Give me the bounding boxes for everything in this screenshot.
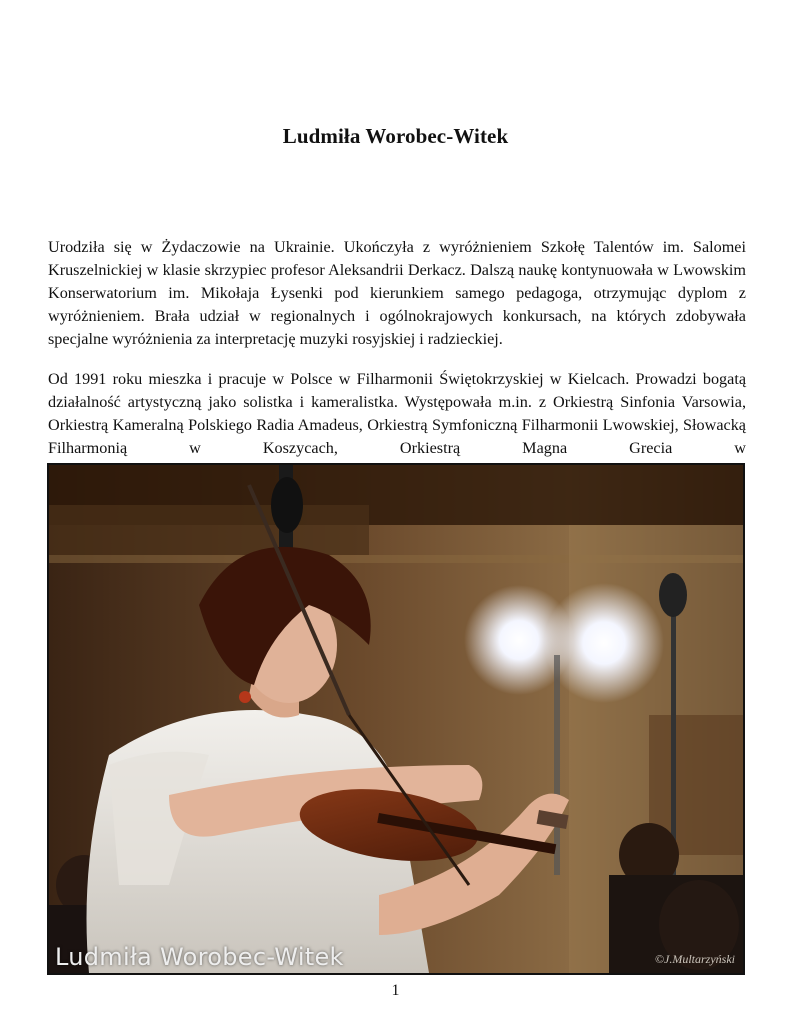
photo-copyright: ©J.Multarzyński (654, 952, 735, 966)
photo-caption: Ludmiła Worobec-Witek (55, 943, 344, 971)
violinist-photo (47, 463, 745, 975)
page-number: 1 (391, 982, 400, 999)
paragraph-biography-career: Od 1991 roku mieszka i pracuje w Polsce w Filharmonii Świętokrzyskiej w Kielcach. Prowadzi bogatą działalność artystyczną jako solistka i kameralistka. Występowała m.in. z Orkiestrą Sinfonia Varsowia, Orkiestrą Kameralną Polskiego Radia Amadeus, Orkiestrą Symfoniczną Filharmonii Lwowskiej, Słowacką Filharmonią w Koszycach, Orkiestrą Magna Grecia w (48, 370, 746, 457)
paragraph-biography-early: Urodziła się w Żydaczowie na Ukrainie. Ukończyła z wyróżnieniem Szkołę Talentów im. Salomei Kruszelnickiej w klasie skrzypiec profesor Aleksandrii Derkacz. Dalszą naukę kontynuowała w Lwowskim Konserwatorium im. Mikołaja Łysenki pod kierunkiem samego pedagoga, otrzymując dyplom z wyróżnieniem. Brała udział w regionalnych i ogólnokrajowych konkursach, na których zdobywała specjalne wyróżnienia za interpretację muzyki rosyjskiej i radzieckiej. (48, 238, 746, 348)
document-title: Ludmiła Worobec-Witek (282, 124, 509, 148)
photo-illustration (49, 465, 743, 973)
